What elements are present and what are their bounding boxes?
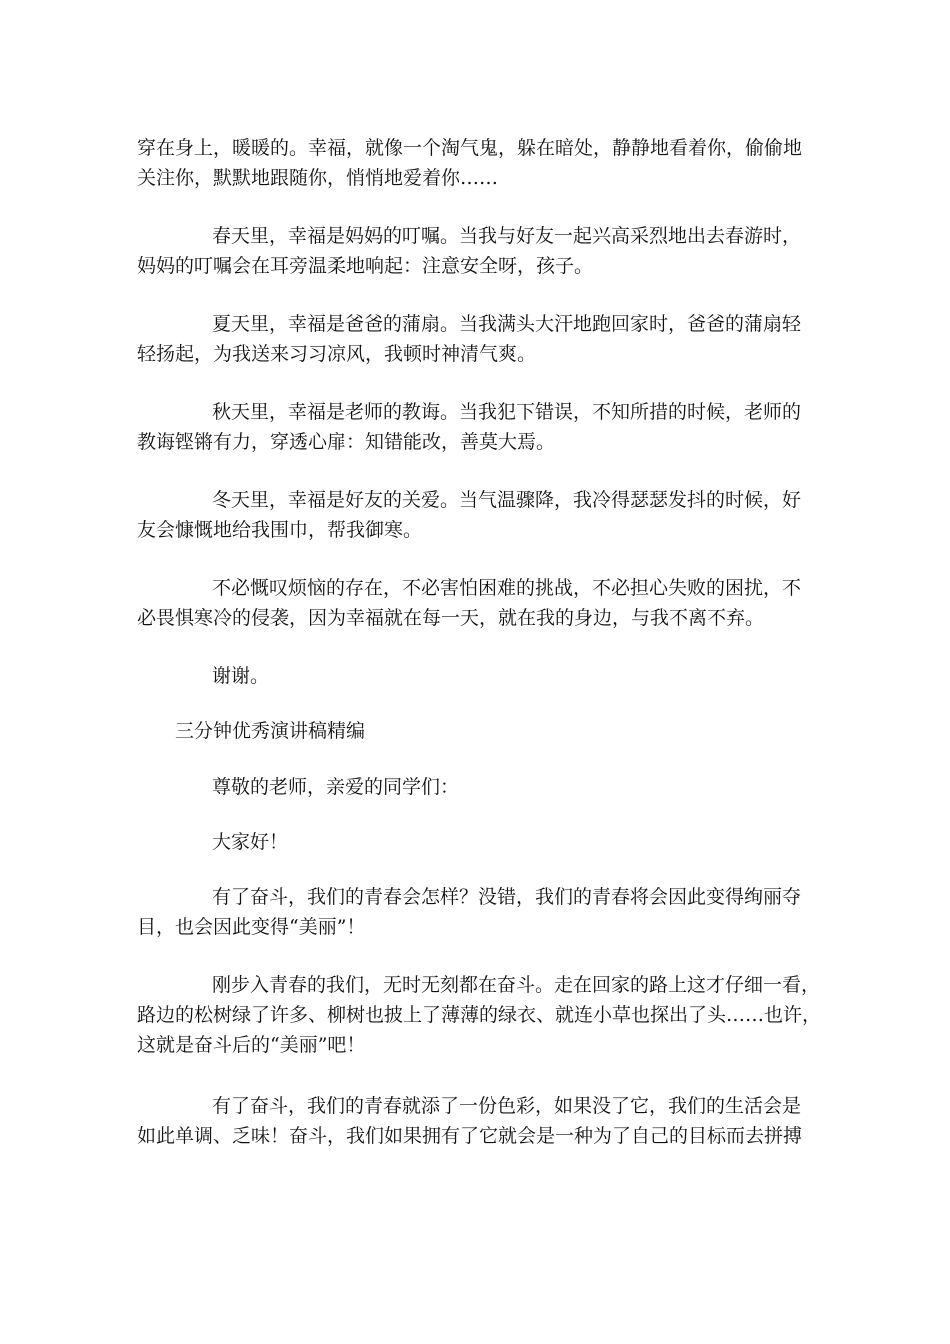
text-line: 春天里，幸福是妈妈的叮嘱。当我与好友一起兴高采烈地出去春游时，: [212, 225, 802, 247]
paragraph-salutation: [137, 772, 815, 802]
text-line: 这就是奋斗后的“美丽”吧！: [137, 1034, 366, 1056]
text-line: 秋天里，幸福是老师的教诲。当我犯下错误，不知所措的时候，老师的: [212, 401, 802, 423]
text-line: 有了奋斗，我们的青春会怎样？没错，我们的青春将会因此变得绚丽夺: [212, 886, 802, 908]
text-line: 如此单调、乏味！奋斗，我们如果拥有了它就会是一种为了自己的目标而去拼搏: [137, 1125, 803, 1147]
text-line: 有了奋斗，我们的青春就添了一份色彩，如果没了它，我们的生活会是: [212, 1095, 802, 1117]
paragraph-youth-color: [137, 1091, 815, 1151]
text-line: 刚步入青春的我们，无时无刻都在奋斗。走在回家的路上这才仔细一看，: [212, 974, 821, 996]
text-line: 穿在身上，暖暖的。幸福，就像一个淘气鬼，躲在暗处，静静地看着你，偷偷地: [137, 137, 803, 159]
text-line: 路边的松树绿了许多、柳树也披上了薄薄的绿衣、就连小草也探出了头……也许，: [137, 1004, 822, 1026]
paragraph-winter: [137, 485, 815, 545]
paragraph-conclusion: [137, 573, 815, 633]
paragraph-summer: [137, 309, 815, 369]
section-heading: [137, 716, 815, 746]
paragraph-autumn: [137, 397, 815, 457]
text-line: 大家好！: [212, 831, 289, 853]
text-line: 冬天里，幸福是好友的关爱。当气温骤降，我冷得瑟瑟发抖的时候，好: [212, 489, 802, 511]
text-line: 谢谢。: [212, 665, 270, 687]
text-line: 友会慷慨地给我围巾，帮我御寒。: [137, 519, 423, 541]
text-line: 夏天里，幸福是爸爸的蒲扇。当我满头大汗地跑回家时，爸爸的蒲扇轻: [212, 313, 802, 335]
text-line: 关注你，默默地跟随你，悄悄地爱着你……: [137, 167, 499, 189]
paragraph-spring: [137, 221, 815, 281]
text-line: 不必慨叹烦恼的存在，不必害怕困难的挑战，不必担心失败的困扰，不: [212, 577, 802, 599]
paragraph-happiness-intro: [137, 133, 815, 193]
paragraph-youth-struggle: [137, 882, 815, 942]
text-line: 妈妈的叮嘱会在耳旁温柔地响起：注意安全呀，孩子。: [137, 255, 594, 277]
paragraph-youth-beauty: [137, 970, 822, 1060]
text-line: 教诲铿锵有力，穿透心扉：知错能改，善莫大焉。: [137, 431, 556, 453]
text-line: 必畏惧寒冷的侵袭，因为幸福就在每一天，就在我的身边，与我不离不弃。: [137, 607, 765, 629]
heading-text: 三分钟优秀演讲稿精编: [175, 720, 366, 742]
text-line: 目，也会因此变得“美丽”！: [137, 916, 366, 938]
paragraph-greeting: [137, 827, 815, 857]
text-line: 尊敬的老师，亲爱的同学们：: [212, 776, 460, 798]
paragraph-thanks: [137, 661, 815, 691]
text-line: 轻扬起，为我送来习习凉风，我顿时神清气爽。: [137, 343, 537, 365]
